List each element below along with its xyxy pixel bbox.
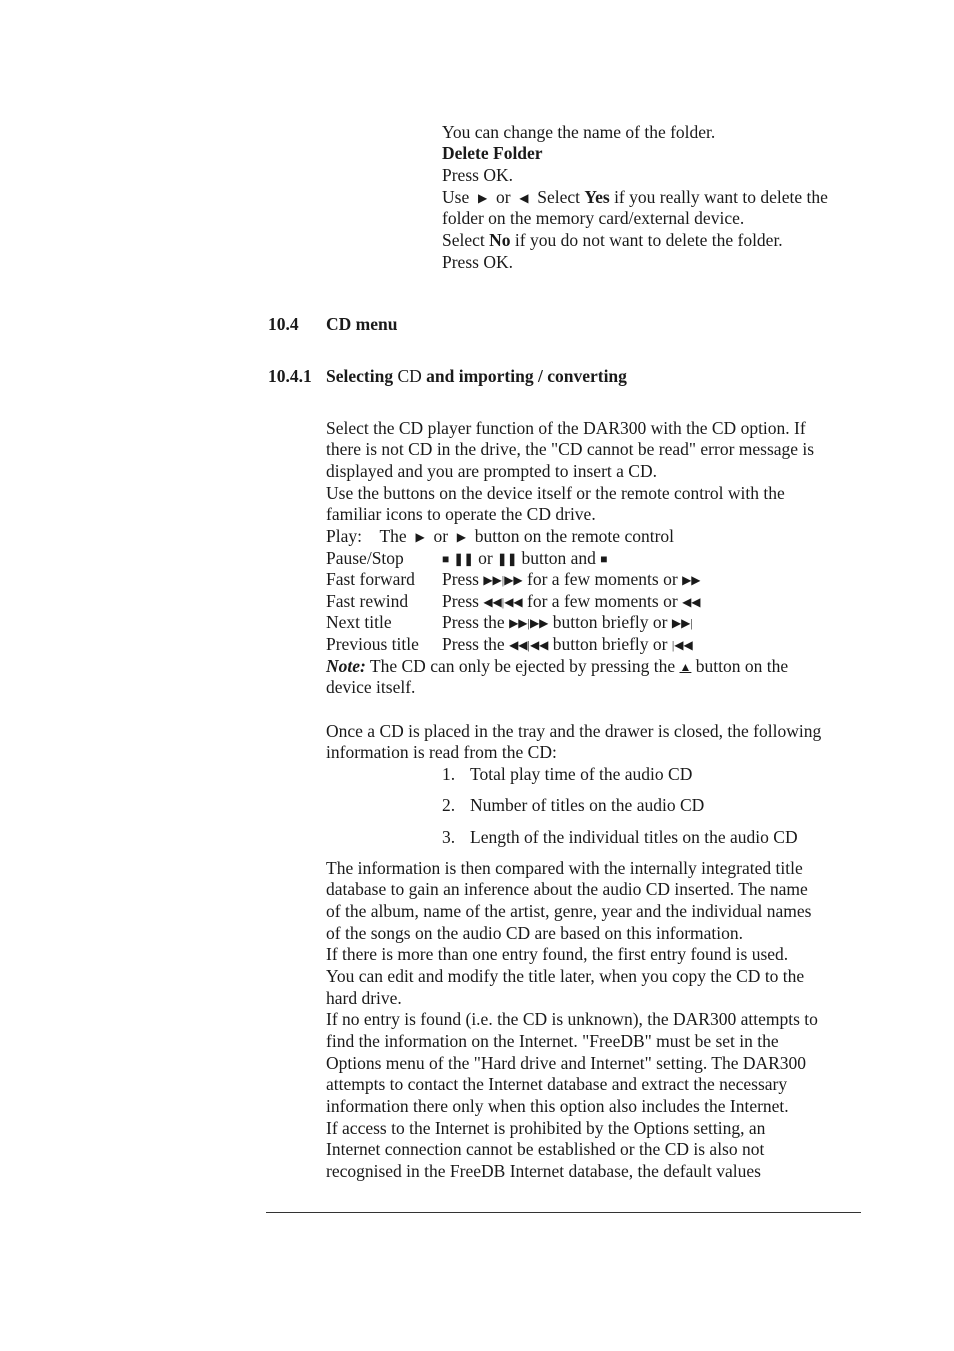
prev-row (442, 633, 693, 656)
ff-rest: for a few moments or (527, 569, 678, 589)
fr-rest: for a few moments or (527, 591, 678, 611)
pause-or: or (478, 548, 493, 568)
note-label: Note: (326, 656, 366, 676)
press-ok-text-2: Press OK. (442, 252, 513, 272)
yes-word: Yes (584, 187, 610, 207)
yes-rest: if you really want to delete the (614, 187, 828, 207)
list-number: 3. (442, 827, 456, 847)
intro-line: familiar icons to operate the CD drive. (326, 504, 596, 524)
fast-forward-icon: ▶▶ (682, 573, 701, 587)
body-line: Options menu of the "Hard drive and Internet" setting. The DAR300 (326, 1053, 807, 1073)
intro-line: Select the CD player function of the DAR300 with the CD option. If (326, 418, 806, 438)
list-item (442, 794, 704, 816)
subsection-number: 10.4.1 (268, 366, 312, 386)
previous-track-icon: |◀◀ (501, 595, 523, 609)
next-rest: button briefly or (552, 612, 668, 632)
body-line: Internet connection cannot be established or the CD is also not (326, 1139, 765, 1159)
body-line: You can edit and modify the title later, when you copy the CD to the (326, 966, 805, 986)
play-label: Play: (326, 526, 362, 546)
note-line (326, 655, 788, 678)
body-line: attempts to contact the Internet database and extract the necessary (326, 1074, 788, 1094)
next-row (442, 611, 693, 634)
play-or: or (433, 526, 449, 546)
previous-track-icon: |◀◀ (671, 638, 693, 652)
pause-row (442, 547, 608, 570)
play-rest: button on the remote control (474, 526, 675, 546)
list-number: 2. (442, 795, 456, 815)
folder-rename-text: You can change the name of the folder. (442, 122, 716, 142)
left-arrow-icon: ◀ (519, 191, 529, 205)
footer-rule (266, 1212, 861, 1213)
body-line: find the information on the Internet. "FreeDB" must be set in the (326, 1031, 779, 1051)
intro-line: there is not CD in the drive, the "CD cannot be read" error message is (326, 439, 815, 459)
body-line: of the album, name of the artist, genre, year and the individual names (326, 901, 812, 921)
rewind-icon: ◀◀ (483, 595, 502, 609)
next-label: Next title (326, 612, 392, 632)
use-arrows-line (442, 186, 828, 209)
play-icon: ▶ (456, 530, 466, 544)
body-line: If there is more than one entry found, the first entry found is used. (326, 944, 789, 964)
ff-press: Press (442, 569, 479, 589)
fr-label: Fast rewind (326, 591, 409, 611)
list-text: Length of the individual titles on the audio CD (470, 827, 798, 847)
subsection-title-a: Selecting (326, 366, 394, 386)
yes-line2: folder on the memory card/external device. (442, 208, 745, 228)
stop-icon: ■ (600, 552, 608, 566)
tray-line: information is read from the CD: (326, 742, 557, 762)
fr-row (442, 590, 701, 613)
body-line: If no entry is found (i.e. the CD is unknown), the DAR300 attempts to (326, 1009, 818, 1029)
list-number: 1. (442, 764, 456, 784)
note-line2: device itself. (326, 677, 416, 697)
delete-folder-heading: Delete Folder (442, 143, 543, 163)
body-line: hard drive. (326, 988, 402, 1008)
rewind-icon: ◀◀ (509, 638, 528, 652)
pause-rest: button and (521, 548, 596, 568)
subsection-title-c: and importing / converting (426, 366, 627, 386)
or-word: or (495, 187, 511, 207)
body-line: The information is then compared with the internally integrated title (326, 858, 803, 878)
next-track-icon: ▶▶| (483, 573, 505, 587)
prev-label: Previous title (326, 634, 419, 654)
list-item (442, 763, 692, 785)
pause-icon: ❚❚ (453, 552, 474, 566)
tray-line: Once a CD is placed in the tray and the drawer is closed, the following (326, 721, 822, 741)
section-title: CD menu (326, 314, 398, 334)
press-ok-text: Press OK. (442, 165, 513, 185)
subsection-title (326, 365, 627, 387)
intro-line: displayed and you are prompted to insert a CD. (326, 461, 657, 481)
eject-icon: ▲ (679, 660, 692, 674)
select-word: Select (537, 187, 581, 207)
previous-track-icon: |◀◀ (527, 638, 549, 652)
play-the: The (379, 526, 407, 546)
list-text: Total play time of the audio CD (470, 764, 693, 784)
next-track-icon: ▶▶| (509, 616, 530, 630)
subsection-title-b: CD (397, 366, 422, 386)
note-text-b: button on the (695, 656, 789, 676)
no-word: No (489, 230, 511, 250)
pause-label: Pause/Stop (326, 548, 404, 568)
right-arrow-icon: ▶ (477, 191, 488, 205)
body-line: recognised in the FreeDB Internet database, the default values (326, 1161, 761, 1181)
rewind-icon: ◀◀ (682, 595, 701, 609)
note-text-a: The CD can only be ejected by pressing the (369, 656, 676, 676)
next-press: Press the (442, 612, 505, 632)
fast-forward-icon: ▶▶ (504, 573, 523, 587)
pause-icon: ❚❚ (497, 552, 518, 566)
select-no-line (442, 229, 783, 251)
next-track-icon: ▶▶| (671, 616, 693, 630)
list-text: Number of titles on the audio CD (470, 795, 705, 815)
body-line: information there only when this option also includes the Internet. (326, 1096, 789, 1116)
play-icon: ▶ (415, 530, 425, 544)
list-item (442, 826, 798, 848)
no-rest: if you do not want to delete the folder. (514, 230, 783, 250)
prev-press: Press the (442, 634, 505, 654)
body-line: of the songs on the audio CD are based on this information. (326, 923, 744, 943)
fr-press: Press (442, 591, 479, 611)
select-no-word: Select (442, 230, 485, 250)
body-line: database to gain an inference about the audio CD inserted. The name (326, 879, 808, 899)
fast-forward-icon: ▶▶ (529, 616, 549, 630)
stop-icon: ■ (442, 552, 450, 566)
play-row (326, 525, 674, 548)
section-number: 10.4 (268, 314, 299, 334)
ff-row (442, 568, 701, 591)
intro-line: Use the buttons on the device itself or the remote control with the (326, 483, 785, 503)
body-line: If access to the Internet is prohibited by the Options setting, an (326, 1118, 766, 1138)
ff-label: Fast forward (326, 569, 415, 589)
prev-rest: button briefly or (552, 634, 668, 654)
use-word: Use (442, 187, 470, 207)
